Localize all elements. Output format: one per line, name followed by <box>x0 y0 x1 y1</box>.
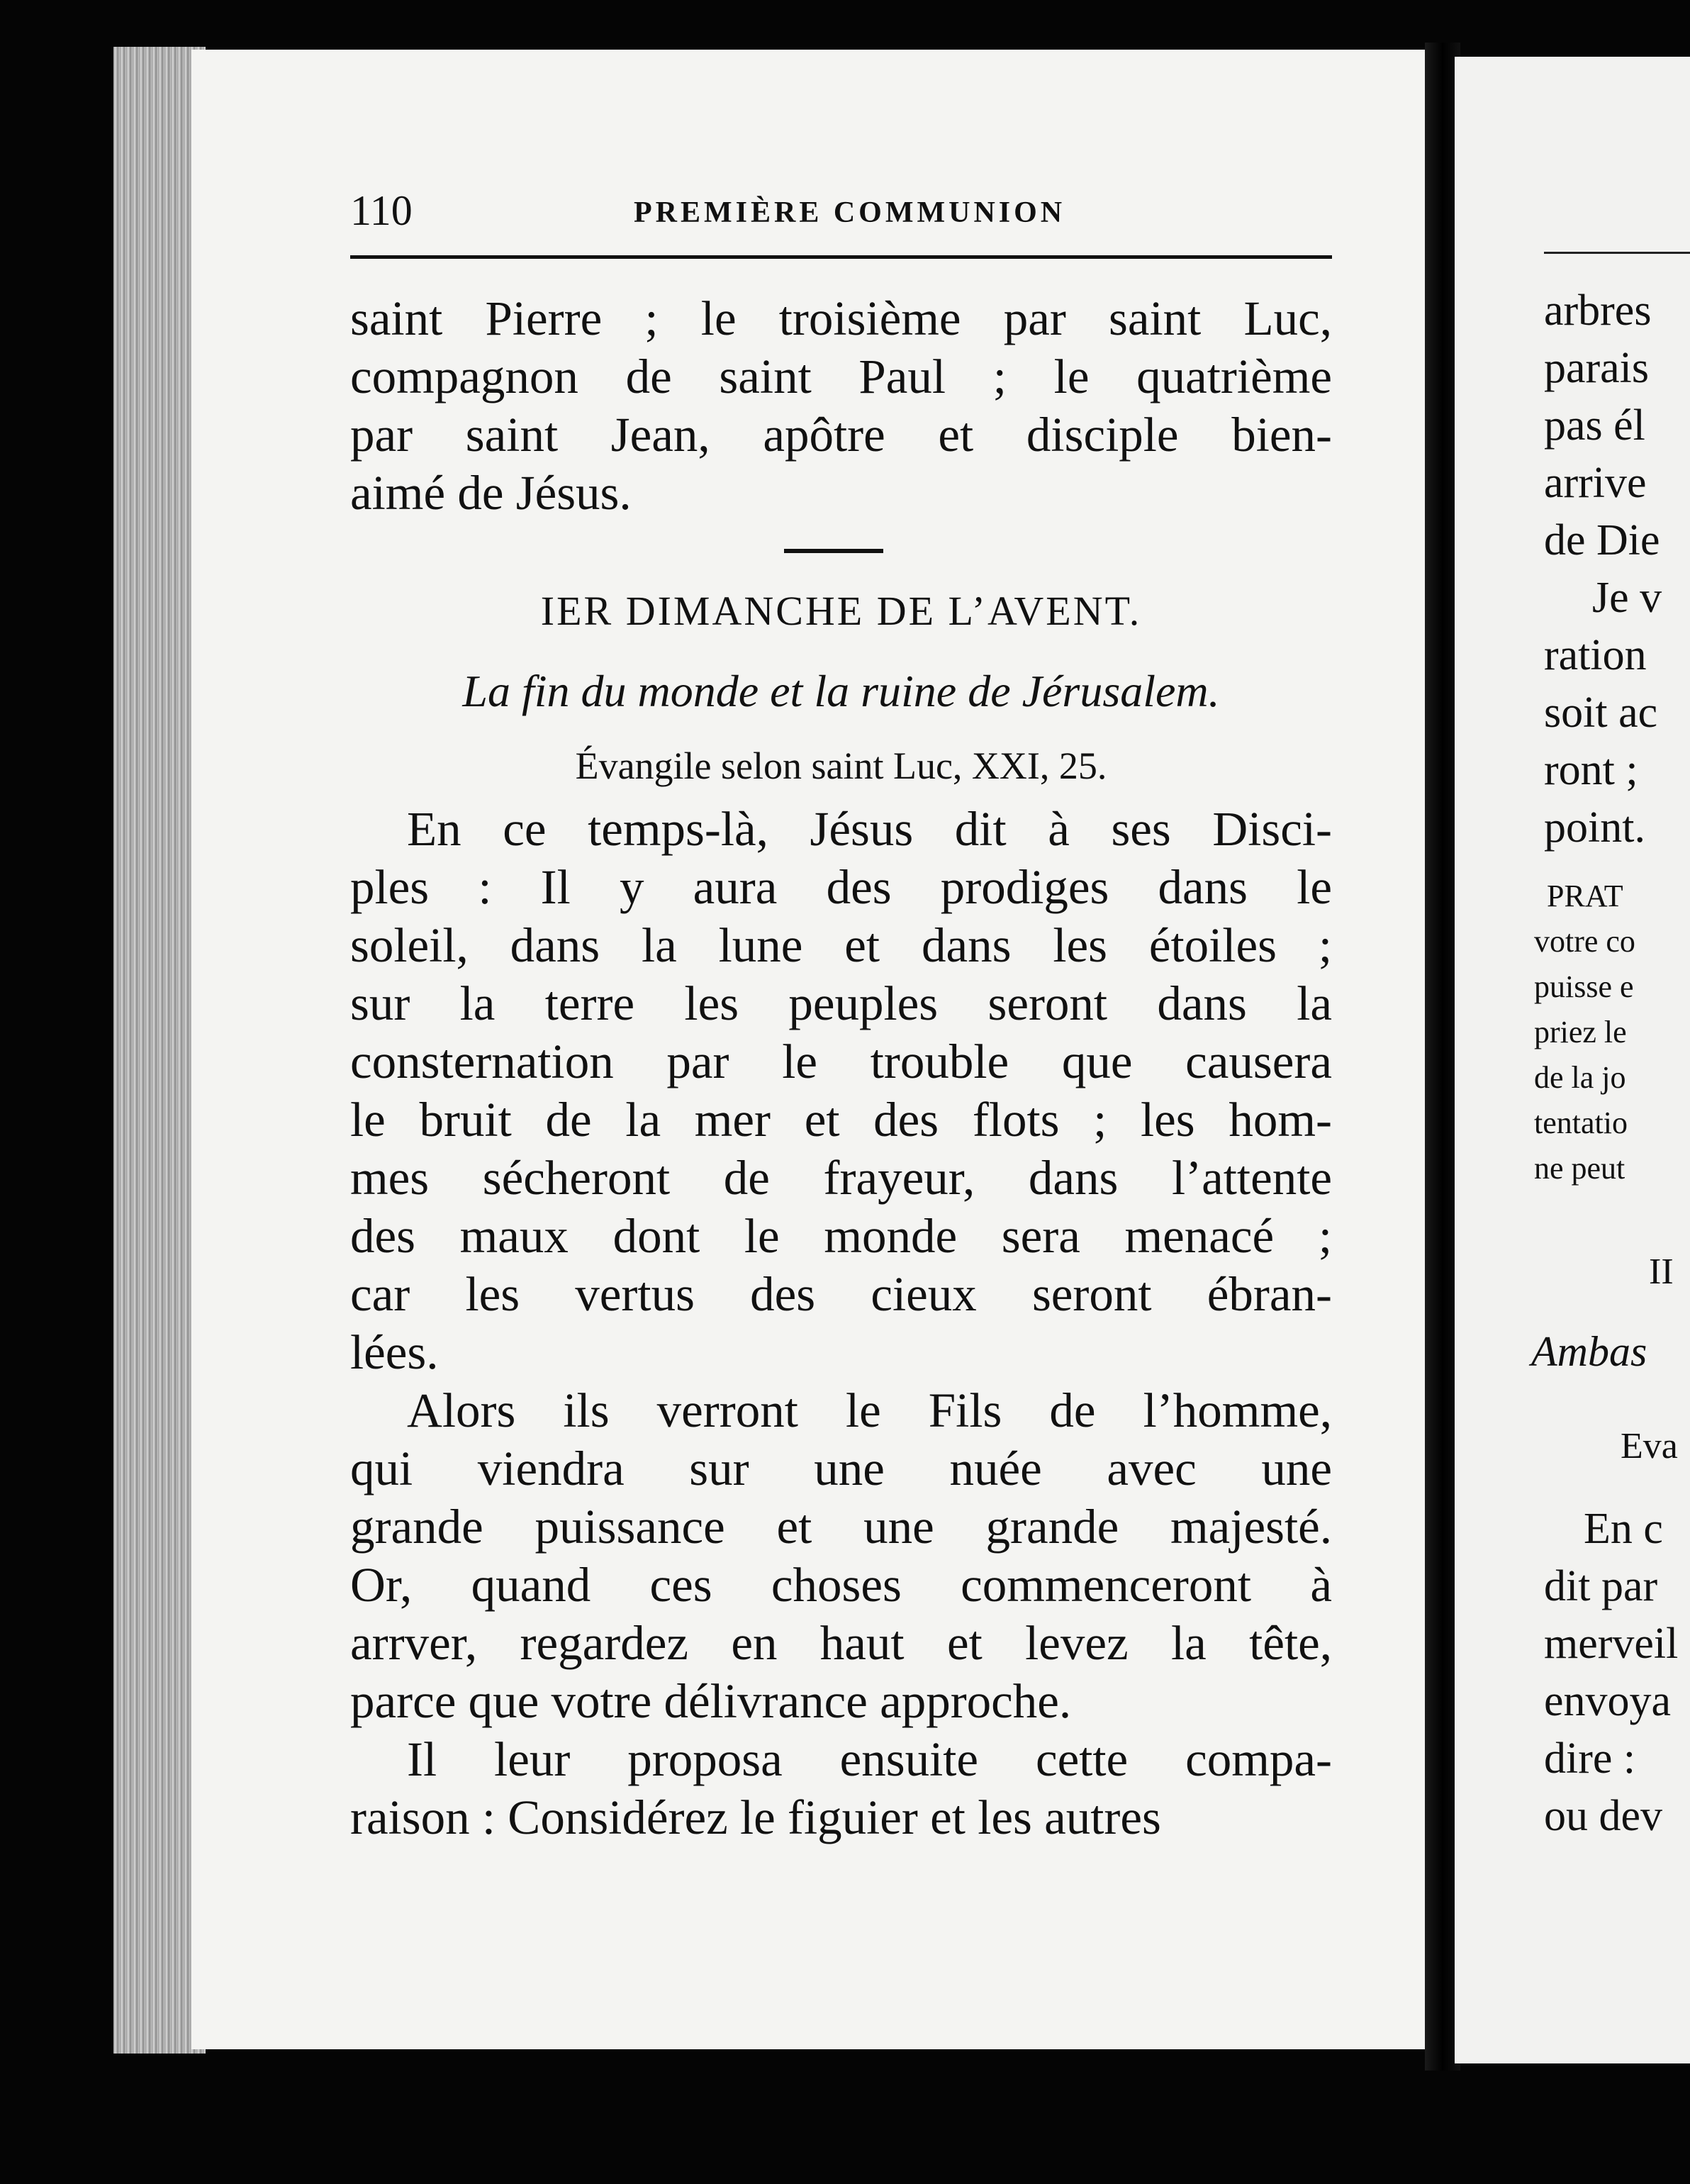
text-line: grande puissance et une grande majesté. <box>350 1500 1332 1554</box>
text-line: qui viendra sur une nuée avec une <box>350 1442 1332 1495</box>
text-line: parce que votre délivrance approche. <box>350 1674 1072 1728</box>
text-line: Alors ils verront le Fils de l’homme, <box>407 1383 1332 1437</box>
right-text-bottom <box>1544 1500 1690 1845</box>
section-subtitle: La fin du monde et la ruine de Jérusalem. <box>462 666 1220 716</box>
text-line: lées. <box>350 1325 439 1379</box>
right-subtitle-fragment: Ambas <box>1531 1328 1647 1375</box>
text-line: puisse e <box>1534 969 1634 1004</box>
text-line: pas él <box>1544 401 1645 450</box>
text-line: dit par <box>1544 1562 1658 1610</box>
text-line: envoya <box>1544 1677 1672 1725</box>
text-line: arrive <box>1544 459 1647 507</box>
text-line: de Die <box>1544 516 1660 564</box>
right-page-content <box>1455 57 1690 2063</box>
text-line: compagnon de saint Paul ; le quatrième <box>350 350 1332 403</box>
paragraph-2 <box>350 1381 1332 1730</box>
running-title: PREMIÈRE COMMUNION <box>634 196 1066 229</box>
text-line: ne peut <box>1534 1151 1625 1186</box>
running-head <box>350 186 1336 235</box>
text-line: En c <box>1584 1505 1663 1553</box>
paragraph-3 <box>350 1730 1332 1846</box>
header-rule <box>350 255 1332 259</box>
section-heading: IER DIMANCHE DE L’AVENT. <box>540 588 1142 634</box>
text-line: arrver, regardez en haut et levez la tête, <box>350 1616 1332 1670</box>
text-line: saint Pierre ; le troisième par saint Luc, <box>350 291 1332 345</box>
text-line: priez le <box>1534 1015 1627 1049</box>
right-heading-fragment: II <box>1649 1252 1674 1292</box>
paragraph-1 <box>350 800 1332 1381</box>
text-line: En ce temps-là, Jésus dit à ses Disci- <box>407 802 1332 856</box>
text-line: point. <box>1544 803 1645 852</box>
text-line: parais <box>1544 344 1650 392</box>
text-line: des maux dont le monde sera menacé ; <box>350 1209 1332 1263</box>
text-line: sur la terre les peuples seront dans la <box>350 976 1332 1030</box>
text-line: ou dev <box>1544 1792 1663 1840</box>
text-line: Or, quand ces choses commenceront à <box>350 1558 1332 1612</box>
text-line: tentatio <box>1534 1105 1628 1140</box>
page-number: 110 <box>350 187 413 234</box>
text-line: ples : Il y aura des prodiges dans le <box>350 860 1332 914</box>
text-line: soit ac <box>1544 689 1658 737</box>
right-text-top <box>1544 282 1690 857</box>
text-line: ront ; <box>1544 746 1638 794</box>
text-line: dire : <box>1544 1734 1636 1783</box>
text-line: car les vertus des cieux seront ébran- <box>350 1267 1332 1321</box>
right-text-small <box>1534 874 1690 1191</box>
right-reference-fragment: Eva <box>1621 1426 1678 1466</box>
text-line: mes sécheront de frayeur, dans l’attente <box>350 1151 1332 1205</box>
gospel-reference: Évangile selon saint Luc, XXI, 25. <box>575 745 1107 787</box>
intro-text <box>350 289 1332 522</box>
text-line: arbres <box>1544 286 1652 335</box>
section-separator <box>784 549 883 553</box>
text-line: aimé de Jésus. <box>350 466 632 520</box>
text-line: le bruit de la mer et des flots ; les hom- <box>350 1093 1332 1147</box>
text-line: raison : Considérez le figuier et les autres <box>350 1790 1161 1844</box>
text-line: ration <box>1544 631 1647 679</box>
text-line: soleil, dans la lune et dans les étoiles ; <box>350 918 1332 972</box>
text-line: votre co <box>1534 924 1635 959</box>
text-line: Je v <box>1592 574 1662 622</box>
text-line: par saint Jean, apôtre et disciple bien- <box>350 408 1332 462</box>
text-line: consternation par le trouble que causera <box>350 1035 1332 1088</box>
text-line: de la jo <box>1534 1060 1626 1095</box>
text-line: Il leur proposa ensuite cette compa- <box>407 1732 1332 1786</box>
text-line: merveil <box>1544 1620 1679 1668</box>
text-line: PRAT <box>1547 879 1623 913</box>
